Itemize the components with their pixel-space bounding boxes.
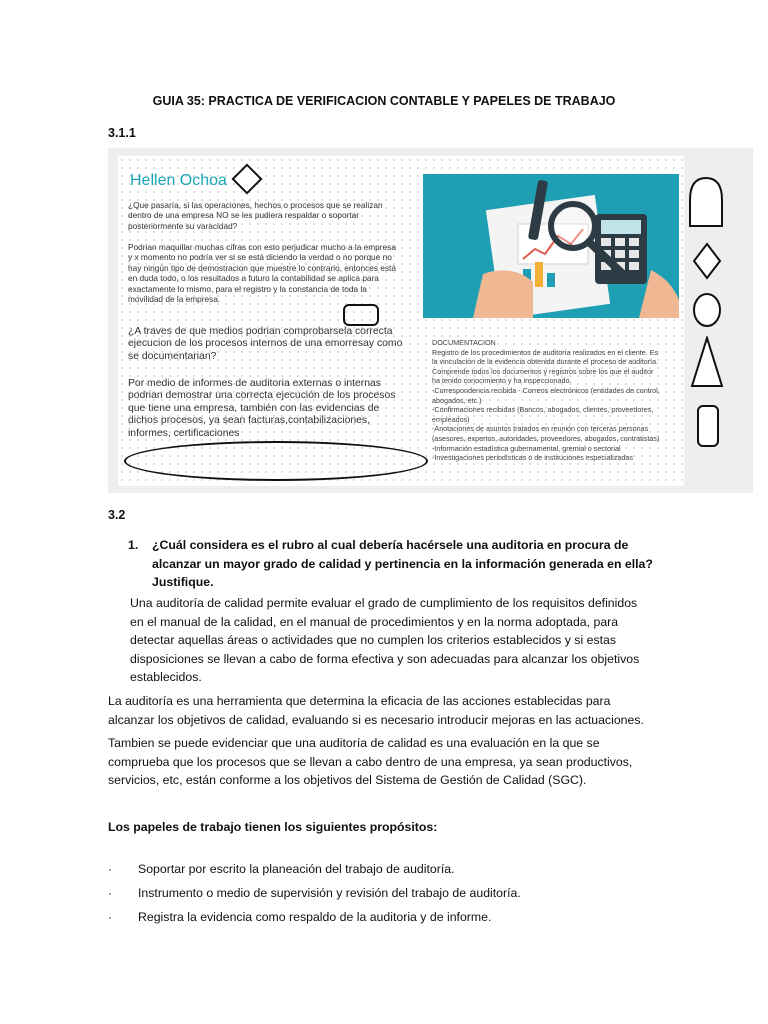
question-2: ¿A traves de que medios podrian comprobarsela correcta ejecucion de los procesos internos de una emorresay como se documentarian?: [128, 326, 403, 362]
triangle-shape: [690, 336, 724, 388]
bullet-item-3: Registra la evidencia como respaldo de la auditoria y de informe.: [138, 910, 492, 924]
slide-panel: [118, 156, 684, 486]
paragraph-1: Una auditoría de calidad permite evaluar el grado de cumplimiento de los requisitos definidos en el manual de la calidad, en el manual de procedimientos y en la norma adoptada, para detectar aquellas áreas o actividades que no cumplen los criterios establecidos y si estas disposiciones se llevan a cabo de forma efectiva y son adecuadas para alcanzar los objetivos establecidos.: [130, 596, 640, 685]
section-3-1-1: 3.1.1: [108, 126, 136, 140]
answer-2: Por medio de informes de auditoria externas o internas podrian demostrar una correcta ejecución de los procesos que tiene una empresa, también con las evidencias de dichos procesos, ya sean facturas,contabilizaciones, informes, certificaciones: [128, 378, 396, 439]
diamond-shape-right: [692, 242, 722, 280]
embedded-slide: [108, 148, 753, 493]
papeles-heading: Los papeles de trabajo tienen los siguientes propósitos:: [108, 820, 438, 834]
question-number: 1.: [128, 538, 139, 552]
question-1: ¿Que pasaría, si las operaciones, hechos o procesos que se realizan dentro de una empresa NO se les pudiera respaldar o soportar posteriormente su varacidad?: [128, 200, 383, 231]
audit-illustration: [423, 174, 679, 318]
question-text: ¿Cuál considera es el rubro al cual debería hacérsele una auditoria en procura de alcanzar un mayor grado de calidad y pertinencia en la información generada en ella? Justifique.: [152, 538, 653, 590]
section-3-2: 3.2: [108, 508, 126, 522]
document-title: GUIA 35: PRACTICA DE VERIFICACION CONTABLE Y PAPELES DE TRABAJO: [152, 94, 616, 108]
bullet-marker: ·: [108, 910, 113, 924]
answer-1: Podrian maquillar muchas cifras con esto perjudicar mucho a la empresa y x momento no podría ver si se está diciendo la verdad o no porque no hay ningún tipo de demostracion que muestre lo contrario, entonces está en duda todo, o los resultados a futuro la contabilidad se aplica para exactamente lo mismo, para el registro y la constancia de toda la movilidad de la empresa.: [128, 242, 396, 305]
arch-shape: [686, 176, 726, 228]
paragraph-3: Tambien se puede evidenciar que una auditoría de calidad es una evaluación en la que se comprueba que los procesos que se llevan a cabo dentro de una empresa, ya sean productivos, servicios, etc, están conforme a los objetivos del Sistema de Gestión de Calidad (SGC).: [108, 736, 633, 788]
diamond-shape: [231, 163, 262, 194]
rounded-bar-shape: [696, 404, 720, 448]
documentacion-text: DOCUMENTACION Registro de los procedimientos de auditoría realizados en el cliente. Es la vinculación de la evidencia obtenida durante el proceso de auditoría. Comprende todos los documentos y registros sobre los que el auditor ha tenido conocimiento y ha inspeccionado. -Correspondencia recibida - Correos electrónicos (entidades de control, abogados, etc.) -Confirmaciones recibidas (Bancos, abogados, clientes, proveedores, empleados) -Anotaciones de asuntos tratados en reunión con terceras personas (asesores, expertos, autoridades, proveedores, abogados, contratistas) -Información estadística gubernamental, gremial o sectorial -Investigaciones periodísticas o de instituciones especializadas: [432, 338, 660, 463]
bullet-item-1: Soportar por escrito la planeación del trabajo de auditoría.: [138, 862, 455, 876]
paragraph-2: La auditoría es una herramienta que determina la eficacia de las acciones establecidas para alcanzar los objetivos de calidad, evaluando si es necesario introducir mejoras en las actuaciones.: [108, 694, 644, 727]
author-name: Hellen Ochoa: [130, 172, 227, 189]
bullet-marker: ·: [108, 886, 113, 900]
circle-shape: [692, 292, 722, 328]
rounded-rectangle-shape: [343, 304, 379, 326]
bullet-item-2: Instrumento o medio de supervisión y revisión del trabajo de auditoría.: [138, 886, 521, 900]
ellipse-shape: [124, 441, 428, 481]
bullet-marker: ·: [108, 862, 113, 876]
